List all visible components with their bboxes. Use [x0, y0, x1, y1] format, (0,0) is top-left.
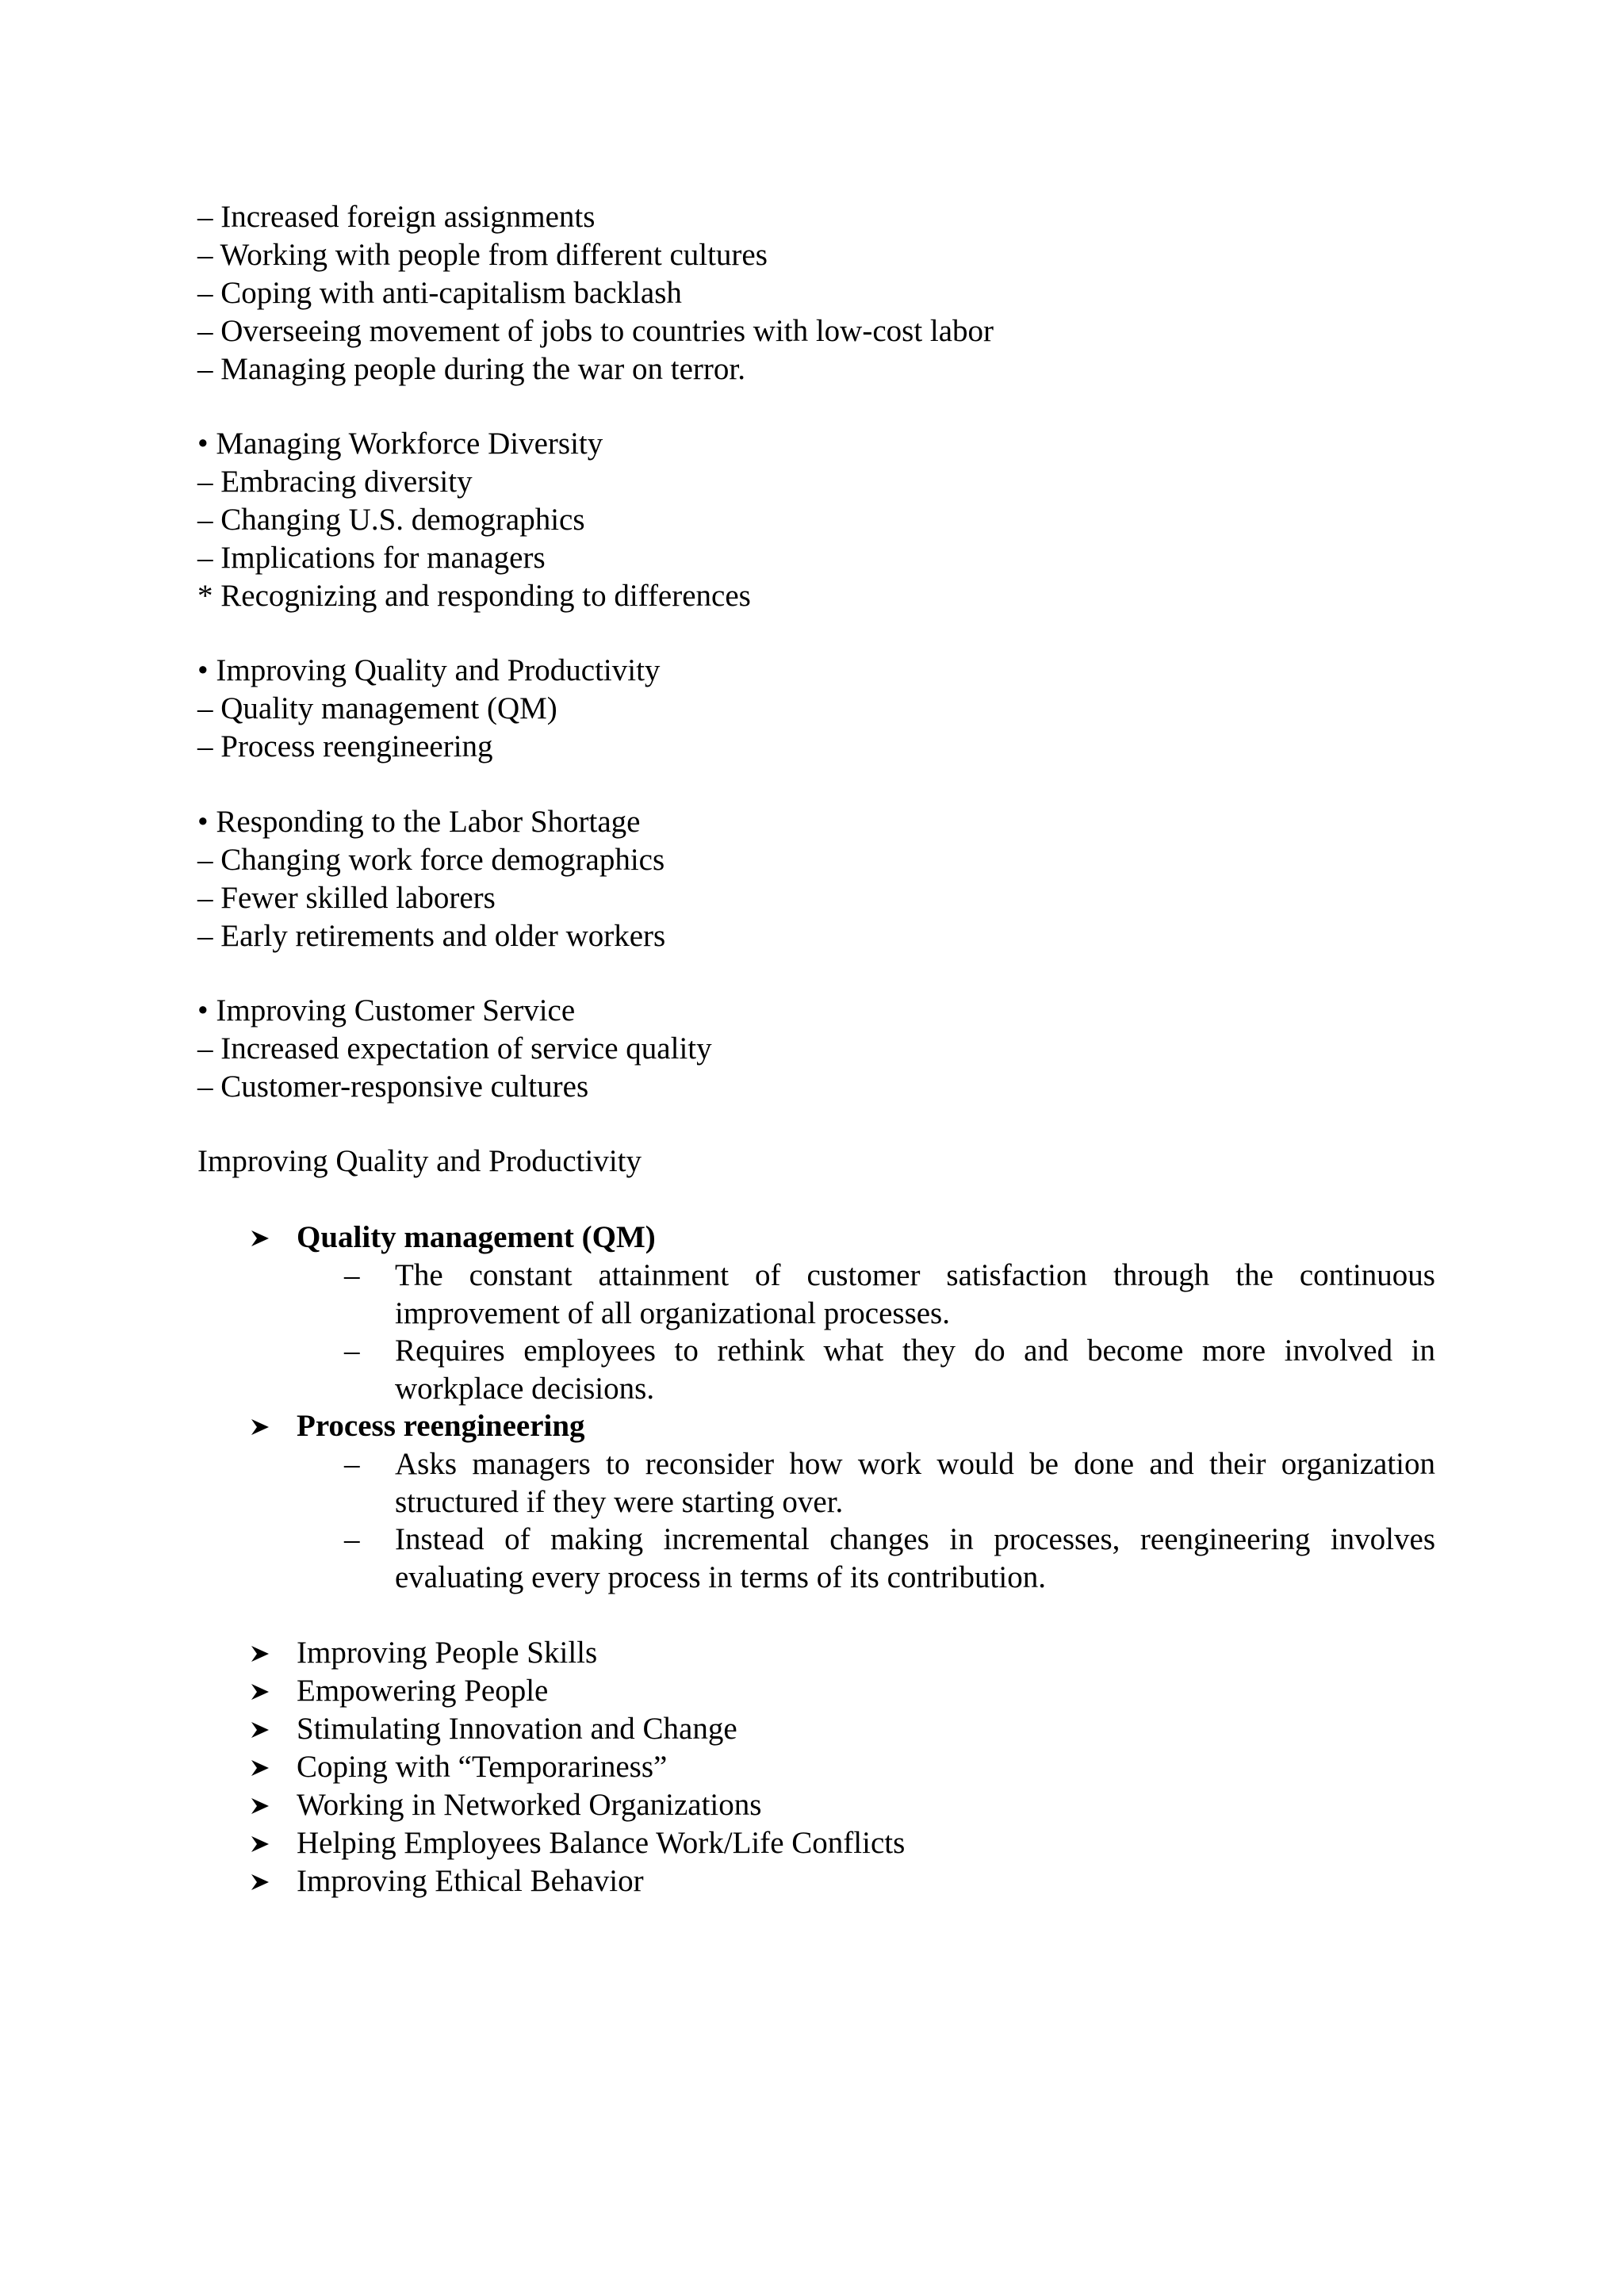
challenge-item [247, 1710, 737, 1748]
pr-point [344, 1521, 1435, 1597]
arrowhead-bullet-icon [247, 1710, 297, 1748]
pr-heading-row [247, 1407, 585, 1445]
list-item: – Changing work force demographics [197, 843, 665, 877]
challenge-label: Helping Employees Balance Work/Life Conflicts [297, 1826, 906, 1860]
list-item: – Fewer skilled laborers [197, 881, 496, 915]
challenge-label: Empowering People [297, 1674, 549, 1708]
list-item: • Responding to the Labor Shortage [197, 805, 641, 839]
arrowhead-bullet-icon [247, 1219, 297, 1257]
pr-point-line: Asks managers to reconsider how work would be done and their organization [395, 1447, 1435, 1481]
pr-point-line: Instead of making incremental changes in processes, reengineering involves [395, 1522, 1435, 1556]
section-heading: Improving Quality and Productivity [197, 1144, 642, 1178]
list-item: – Process reengineering [197, 729, 493, 763]
challenge-item [247, 1748, 667, 1786]
arrowhead-bullet-icon [247, 1634, 297, 1672]
dash-marker: – [344, 1334, 360, 1368]
dash-marker: – [344, 1447, 360, 1481]
pr-point-line: evaluating every process in terms of its contribution. [395, 1560, 1046, 1594]
qm-point-text [395, 1332, 1435, 1408]
list-item: • Improving Quality and Productivity [197, 653, 661, 687]
arrowhead-bullet-icon [247, 1786, 297, 1824]
challenge-item [247, 1786, 761, 1824]
challenge-item [247, 1824, 905, 1862]
list-item: – Early retirements and older workers [197, 919, 666, 953]
challenge-item [247, 1634, 597, 1672]
list-item: * Recognizing and responding to differences [197, 579, 751, 613]
qm-point-text [395, 1257, 1435, 1333]
pr-heading: Process reengineering [297, 1409, 585, 1443]
arrowhead-bullet-icon [247, 1824, 297, 1862]
qm-point-line: Requires employees to rethink what they do and become more involved in [395, 1334, 1435, 1368]
list-item: – Implications for managers [197, 541, 546, 575]
qm-heading: Quality management (QM) [297, 1220, 656, 1254]
challenge-label: Working in Networked Organizations [297, 1788, 762, 1822]
challenge-label: Coping with “Temporariness” [297, 1750, 668, 1784]
dash-marker: – [344, 1522, 360, 1556]
list-item: – Increased expectation of service quality [197, 1031, 712, 1066]
list-item: • Improving Customer Service [197, 993, 576, 1027]
pr-point-line: structured if they were starting over. [395, 1485, 844, 1519]
challenge-label: Stimulating Innovation and Change [297, 1712, 737, 1746]
pr-point [344, 1445, 1435, 1521]
qm-point-line: workplace decisions. [395, 1372, 655, 1406]
arrowhead-bullet-icon [247, 1748, 297, 1786]
pr-point-text [395, 1521, 1435, 1597]
qm-point [344, 1332, 1435, 1408]
challenge-label: Improving Ethical Behavior [297, 1864, 644, 1898]
list-item: – Working with people from different cultures [197, 238, 768, 272]
arrowhead-bullet-icon [247, 1672, 297, 1710]
qm-point [344, 1257, 1435, 1333]
pr-point-text [395, 1445, 1435, 1521]
list-item: • Managing Workforce Diversity [197, 427, 603, 461]
list-item: – Overseeing movement of jobs to countries with low-cost labor [197, 314, 994, 348]
challenge-label: Improving People Skills [297, 1636, 598, 1670]
list-item: – Customer-responsive cultures [197, 1070, 589, 1104]
dash-marker: – [344, 1258, 360, 1292]
qm-point-line: improvement of all organizational processes. [395, 1296, 950, 1330]
list-item: – Changing U.S. demographics [197, 503, 585, 537]
qm-point-line: The constant attainment of customer satisfaction through the continuous [395, 1258, 1435, 1292]
arrowhead-bullet-icon [247, 1862, 297, 1900]
challenge-item [247, 1672, 548, 1710]
list-item: – Increased foreign assignments [197, 200, 596, 234]
challenge-item [247, 1862, 644, 1900]
list-item: – Managing people during the war on terror. [197, 352, 745, 386]
list-item: – Coping with anti-capitalism backlash [197, 276, 682, 310]
list-item: – Embracing diversity [197, 465, 473, 499]
arrowhead-bullet-icon [247, 1407, 297, 1445]
qm-heading-row [247, 1219, 656, 1257]
list-item: – Quality management (QM) [197, 691, 557, 725]
